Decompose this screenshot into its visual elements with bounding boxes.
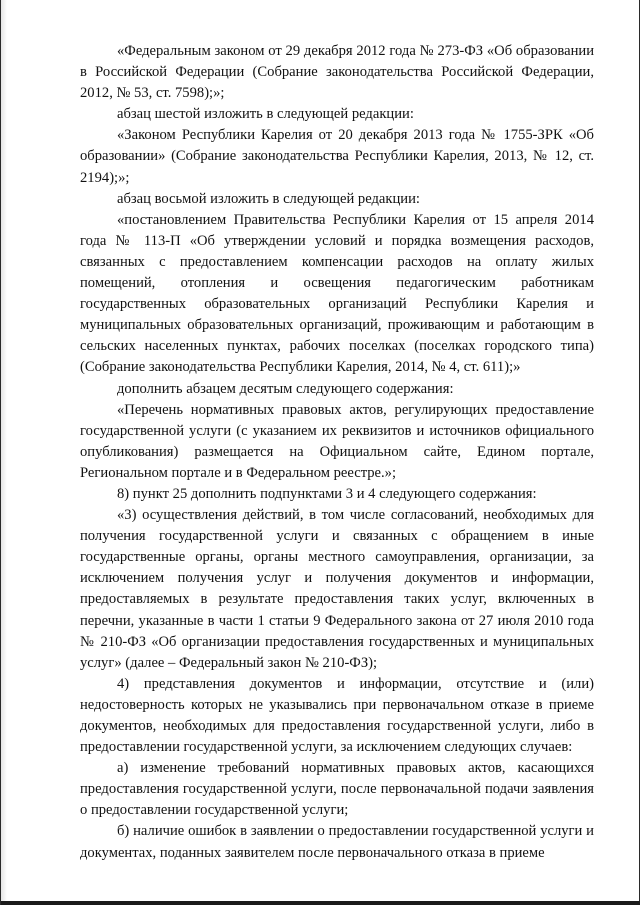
paragraph-subitem-3: «3) осуществления действий, в том числе согласований, необходимых для получения государственной услуги и связанных с обращением в иные государственные органы, органы местного самоуправления, организации, за исключением получения услуг и получения документов и информации, предоставляемых в результате предоставления таких услуг, включенных в перечни, указанные в части 1 статьи 9 Федерального закона от 27 июля 2010 года № 210-ФЗ «Об организации предоставления государственных и муниципальных услуг» (далее – Федеральный закон № 210-ФЗ); <box>80 507 594 671</box>
paragraph-resolution-113: «постановлением Правительства Республики Карелия от 15 апреля 2014 года № 113-П «Об утверждении условий и порядка возмещения расходов, связанных с предоставлением компенсации расходов на оплату жилых помещений, отопления и освещения педагогическим работникам государственных образовательных организаций Республики Карелия и муниципальных образовательных организаций, проживающим и работающим в сельских населенных пунктах, рабочих поселках (поселках городского типа) (Собрание законодательства Республики Карелия, 2014, № 4, ст. 611);» <box>80 211 594 376</box>
paragraph-amend-eighth: абзац восьмой изложить в следующей редакции: <box>117 190 420 207</box>
paragraph-amend-sixth: абзац шестой изложить в следующей редакции: <box>117 106 414 123</box>
paragraph-legal-acts-list: «Перечень нормативных правовых актов, регулирующих предоставление государственной услуги (с указанием их реквизитов и источников официального опубликования) размещается на Официальном сайте, Едином портале, Региональном портале и в Федеральном реестре.»; <box>80 401 594 481</box>
scan-shadow <box>1 0 7 905</box>
paragraph-case-b: б) наличие ошибок в заявлении о предоставлении государственной услуги и документах, поданных заявителем после первоначального отказа в приеме <box>80 823 594 861</box>
paragraph-add-tenth: дополнить абзацем десятым следующего содержания: <box>117 380 454 397</box>
paragraph-federal-law-273: «Федеральным законом от 29 декабря 2012 года № 273-ФЗ «Об образовании в Российской Федерации (Собрание законодательства Российской Федерации, 2012, № 53, ст. 7598);»; <box>80 43 594 102</box>
paragraph-karelia-law-1755: «Законом Республики Карелия от 20 декабря 2013 года № 1755-ЗРК «Об образовании» (Собрание законодательства Республики Карелия, 2013, № 12, ст. 2194);»; <box>80 127 594 186</box>
paragraph-item-8: 8) пункт 25 дополнить подпунктами 3 и 4 следующего содержания: <box>117 485 537 502</box>
scan-bottom-edge <box>1 901 640 905</box>
document-body <box>80 41 594 864</box>
paragraph-subitem-4: 4) представления документов и информации, отсутствие и (или) недостоверность которых не указывались при первоначальном отказе в приеме документов, необходимых для предоставления государственной услуги, либо в предоставлении государственной услуги, за исключением следующих случаев: <box>80 675 594 756</box>
paragraph-case-a: а) изменение требований нормативных правовых актов, касающихся предоставления государственной услуги, после первоначальной подачи заявления о предоставлении государственной услуги; <box>80 760 594 819</box>
